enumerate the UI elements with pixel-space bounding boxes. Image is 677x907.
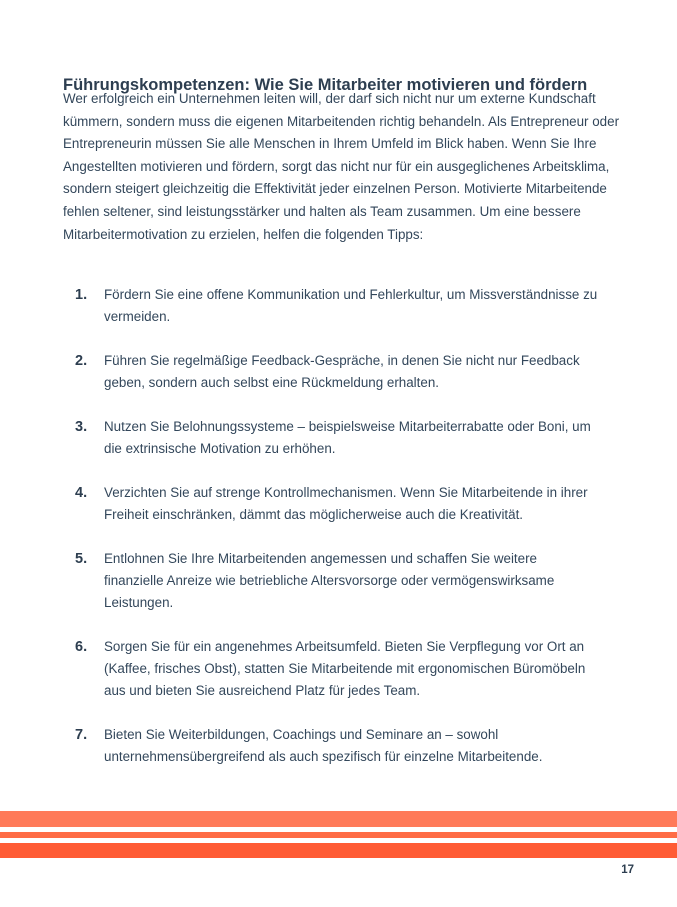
list-item: [63, 350, 643, 394]
list-item-number: 6.: [75, 639, 88, 655]
list-item-number: 5.: [75, 551, 88, 567]
list-item: [63, 284, 643, 328]
list-item-text: Führen Sie regelmäßige Feedback-Gespräche, in denen Sie nicht nur Feedback geben, sondern auch selbst eine Rückmeldung erhalten.: [104, 353, 580, 390]
list-item-number: 7.: [75, 727, 88, 743]
list-item-text: Entlohnen Sie Ihre Mitarbeitenden angemessen und schaffen Sie weitere finanzielle Anreize wie betriebliche Altersvorsorge oder vermögenswirksame Leistungen.: [104, 551, 555, 610]
page-title: Führungskompetenzen: Wie Sie Mitarbeiter motivieren und fördern: [63, 76, 588, 95]
intro-paragraph: Wer erfolgreich ein Unternehmen leiten will, der darf sich nicht nur um externe Kundschaft kümmern, sondern muss die eigenen Mitarbeitenden richtig behandeln. Als Entrepreneur oder Entrepreneurin müssen Sie alle Menschen in Ihrem Umfeld im Blick haben. Wenn Sie Ihre Angestellten motivieren und fördern, sorgt das nicht nur für ein ausgeglichenes Arbeitsklima, sondern steigert gleichzeitig die Effektivität jeder einzelnen Person. Motivierte Mitarbeitende fehlen seltener, sind leistungsstärker und halten als Team zusammen. Um eine bessere Mitarbeitermotivation zu erzielen, helfen die folgenden Tipps:: [63, 91, 620, 242]
list-item-number: 1.: [75, 287, 88, 303]
list-item-text: Verzichten Sie auf strenge Kontrollmechanismen. Wenn Sie Mitarbeitende in ihrer Freiheit einschränken, dämmt das möglicherweise auch die Kreativität.: [104, 485, 588, 522]
page-number: 17: [621, 864, 634, 876]
list-item-text: Fördern Sie eine offene Kommunikation und Fehlerkultur, um Missverständnisse zu vermeiden.: [104, 287, 598, 324]
list-item-text: Nutzen Sie Belohnungssysteme – beispielsweise Mitarbeiterrabatte oder Boni, um die extrinsische Motivation zu erhöhen.: [104, 419, 591, 456]
footer-stripe-top: [0, 811, 677, 827]
list-item: [63, 636, 643, 702]
list-item: [63, 482, 643, 526]
tips-list: [63, 284, 643, 768]
list-item-number: 3.: [75, 419, 88, 435]
footer-stripe-middle: [0, 832, 677, 838]
footer-stripe-bottom: [0, 843, 677, 858]
list-item-number: 2.: [75, 353, 88, 369]
list-item-text: Sorgen Sie für ein angenehmes Arbeitsumfeld. Bieten Sie Verpflegung vor Ort an (Kaffee, frisches Obst), statten Sie Mitarbeitende mit ergonomischen Büromöbeln aus und bieten Sie ausreichend Platz für jedes Team.: [104, 639, 586, 698]
list-item-number: 4.: [75, 485, 88, 501]
list-item: [63, 724, 643, 768]
list-item-text: Bieten Sie Weiterbildungen, Coachings und Seminare an – sowohl unternehmensübergreifend als auch spezifisch für einzelne Mitarbeitende.: [104, 727, 543, 764]
list-item: [63, 416, 643, 460]
list-item: [63, 548, 643, 614]
